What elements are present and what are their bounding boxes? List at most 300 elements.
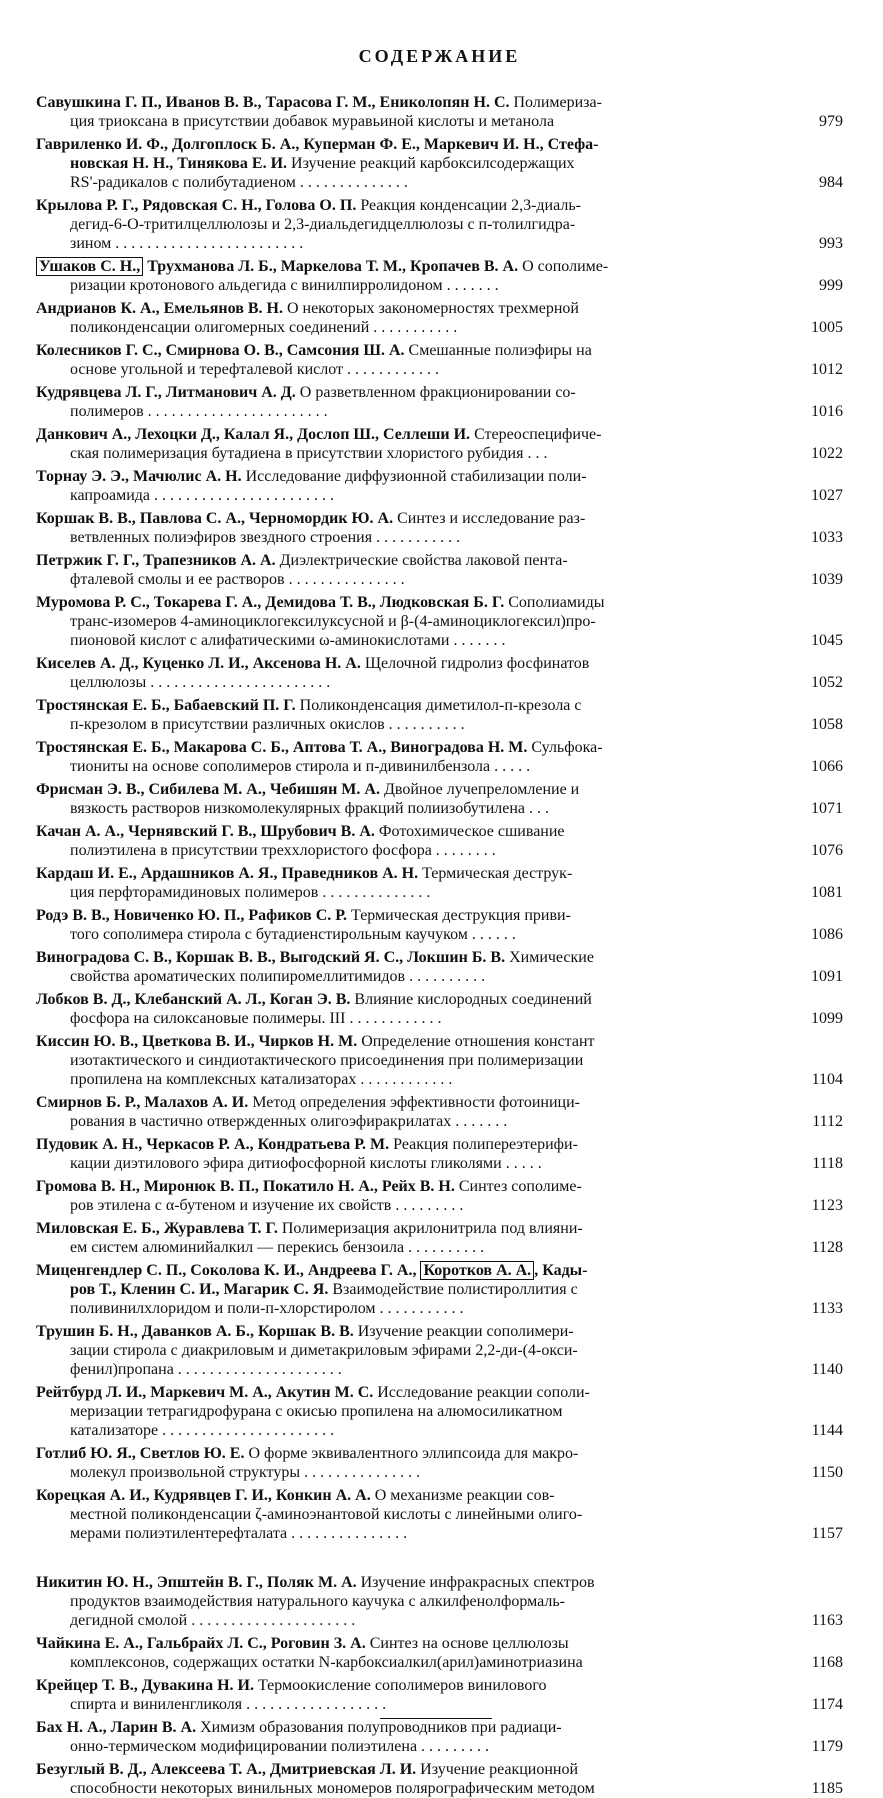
toc-authors: Колесников Г. С., Смирнова О. В., Самсония Ш. А. <box>36 342 405 359</box>
toc-title: катализаторе . . . . . . . . . . . . . . . . . . . . . . <box>70 1422 335 1439</box>
toc-line <box>36 1360 787 1379</box>
toc-title: Термическая деструкция приви- <box>347 907 571 924</box>
toc-title: Диэлектрические свойства лаковой пента- <box>275 552 568 569</box>
toc-line <box>36 215 787 234</box>
toc-authors: Тростянская Е. Б., Макарова С. Б., Аптова Т. А., Виноградова Н. М. <box>36 739 528 756</box>
toc-entry[interactable] <box>36 1177 843 1215</box>
toc-authors: Кардаш И. Е., Ардашников А. Я., Праведников А. Н. <box>36 865 419 882</box>
toc-line <box>36 822 787 841</box>
toc-line <box>36 696 787 715</box>
toc-title: Полимериза- <box>509 94 602 111</box>
toc-entry[interactable] <box>36 1032 843 1089</box>
toc-line <box>36 715 787 734</box>
toc-title: Синтез на основе целлюлозы <box>365 1635 569 1652</box>
toc-entry[interactable] <box>36 990 843 1028</box>
toc-line <box>36 1112 787 1131</box>
toc-line <box>36 112 787 131</box>
toc-title: Исследование диффузионной стабилизации поли- <box>241 468 587 485</box>
toc-title: дегид-6-О-тритилцеллюлозы и 2,3-диальдегидцеллюлозы с п-толилгидра- <box>70 216 576 233</box>
toc-title: ция триоксана в присутствии добавок муравьиной кислоты и метанола <box>70 113 555 130</box>
toc-page-number: 1005 <box>811 319 843 336</box>
toc-title: ризации кротонового альдегида с винилпирролидоном . . . . . . . <box>70 277 499 294</box>
toc-entry-text <box>36 654 787 692</box>
toc-entry-text <box>36 1760 787 1798</box>
toc-authors: Лобков В. Д., Клебанский А. Л., Коган Э. В. <box>36 991 351 1008</box>
toc-authors: Крейцер Т. В., Дувакина Н. И. <box>36 1677 254 1694</box>
toc-line <box>36 444 787 463</box>
toc-line <box>36 1463 787 1482</box>
toc-page-number: 1066 <box>811 758 843 775</box>
toc-line <box>36 1051 787 1070</box>
toc-line <box>36 1718 787 1737</box>
toc-page-number: 993 <box>819 235 843 252</box>
toc-title: свойства ароматических полипиромеллитимидов . . . . . . . . . . <box>70 968 486 985</box>
toc-title: ция перфторамидиновых полимеров . . . . . . . . . . . . . . <box>70 884 431 901</box>
toc-title: вязкость растворов низкомолекулярных фракций полиизобутилена . . . <box>70 800 550 817</box>
toc-entry[interactable] <box>36 257 843 295</box>
toc-entry-text <box>36 1634 787 1672</box>
toc-line <box>36 1653 787 1672</box>
toc-line <box>36 1177 787 1196</box>
toc-entry-text <box>36 341 787 379</box>
toc-title: Реакция конденсации 2,3-диаль- <box>356 197 581 214</box>
toc-entry[interactable] <box>36 509 843 547</box>
toc-authors: Виноградова С. В., Коршак В. В., Выгодский Я. С., Локшин Б. В. <box>36 949 506 966</box>
toc-page-number: 1099 <box>811 1010 843 1027</box>
toc-line <box>36 1573 787 1592</box>
toc-authors: Тростянская Е. Б., Бабаевский П. Г. <box>36 697 296 714</box>
toc-entry-text <box>36 299 787 337</box>
toc-authors: Родэ В. В., Новиченко Ю. П., Рафиков С. Р. <box>36 907 348 924</box>
toc-line <box>36 1524 787 1543</box>
toc-line <box>36 425 787 444</box>
toc-title: О механизме реакции сов- <box>370 1487 555 1504</box>
toc-line <box>36 1299 787 1318</box>
toc-authors: Миловская Е. Б., Журавлева Т. Г. <box>36 1220 278 1237</box>
toc-page-number: 1045 <box>811 632 843 649</box>
toc-entry-text <box>36 1486 787 1543</box>
toc-title: зином . . . . . . . . . . . . . . . . . . . . . . . . <box>70 235 304 252</box>
toc-authors: Корецкая А. И., Кудрявцев Г. И., Конкин А. А. <box>36 1487 371 1504</box>
toc-page-number: 1133 <box>811 1300 843 1317</box>
toc-entry[interactable] <box>36 551 843 589</box>
toc-entry-text <box>36 1718 787 1756</box>
toc-line <box>36 948 787 967</box>
toc-title: О разветвленном фракционировании со- <box>295 384 576 401</box>
toc-line <box>36 631 787 650</box>
toc-title: полиэтилена в присутствии треххлористого фосфора . . . . . . . . <box>70 842 496 859</box>
toc-title: Поликонденсация диметилол-п-крезола с <box>295 697 582 714</box>
boxed-author: Ушаков С. Н., <box>36 257 143 276</box>
toc-title: Химизм образования полупроводников при радиаци- <box>196 1719 562 1736</box>
toc-entry[interactable] <box>36 383 843 421</box>
toc-page-number: 1104 <box>811 1071 843 1088</box>
contents-list <box>36 93 843 1798</box>
toc-title: пионовой кислот с алифатическими ω-аминокислотами . . . . . . . <box>70 632 506 649</box>
toc-page-number: 1123 <box>811 1197 843 1214</box>
toc-entry[interactable] <box>36 1634 843 1672</box>
toc-authors: Муромова Р. С., Токарева Г. А., Демидова Т. В., Людковская Б. Г. <box>36 594 505 611</box>
toc-title: капроамида . . . . . . . . . . . . . . . . . . . . . . . <box>70 487 335 504</box>
toc-page-number: 1027 <box>811 487 843 504</box>
toc-entry[interactable] <box>36 948 843 986</box>
toc-title: Исследование реакции сополи- <box>373 1384 590 1401</box>
toc-line <box>36 402 787 421</box>
toc-page-number: 1157 <box>811 1525 843 1542</box>
toc-entry-text <box>36 990 787 1028</box>
toc-entry-text <box>36 948 787 986</box>
toc-page-number: 999 <box>819 277 843 294</box>
toc-title: фосфора на силоксановые полимеры. III . . . . . . . . . . . . <box>70 1010 442 1027</box>
toc-title: Сополиамиды <box>504 594 605 611</box>
toc-title: ем систем алюминийалкил — перекись бензоила . . . . . . . . . . <box>70 1239 485 1256</box>
toc-authors: Чайкина Е. А., Гальбрайх Л. С., Роговин З. А. <box>36 1635 366 1652</box>
toc-authors: Рейтбурд Л. И., Маркевич М. А., Акутин М. С. <box>36 1384 374 1401</box>
toc-title: поливинилхлоридом и поли-п-хлорстиролом . . . . . . . . . . . <box>70 1300 464 1317</box>
toc-title: комплексонов, содержащих остатки N-карбоксиалкил(арил)аминотриазина <box>70 1654 583 1671</box>
toc-title: пропилена на комплексных катализаторах . . . . . . . . . . . . <box>70 1071 453 1088</box>
toc-title: RS'-радикалов с полибутадиеном . . . . . . . . . . . . . . <box>70 174 408 191</box>
toc-title: Двойное лучепреломление и <box>379 781 580 798</box>
toc-line <box>36 1341 787 1360</box>
toc-line <box>36 257 787 276</box>
section-gap <box>36 1547 843 1573</box>
toc-line <box>36 967 787 986</box>
toc-title: изотактического и синдиотактического присоединения при полимеризации <box>70 1052 584 1069</box>
toc-title: фенил)пропана . . . . . . . . . . . . . . . . . . . . . <box>70 1361 342 1378</box>
toc-entry[interactable] <box>36 1093 843 1131</box>
toc-page-number: 1112 <box>812 1113 843 1130</box>
toc-line <box>36 486 787 505</box>
toc-authors: Трушин Б. Н., Даванков А. Б., Коршак В. В. <box>36 1323 354 1340</box>
toc-entry-text <box>36 593 787 650</box>
toc-entry[interactable] <box>36 425 843 463</box>
boxed-author: Коротков А. А. <box>420 1261 534 1280</box>
toc-entry[interactable] <box>36 1573 843 1630</box>
toc-page-number: 1081 <box>811 884 843 901</box>
contents-heading: СОДЕРЖАНИЕ <box>358 46 521 66</box>
toc-authors: ров Т., Кленин С. И., Магарик С. Я. <box>70 1281 329 1298</box>
toc-page-number: 984 <box>819 174 843 191</box>
toc-entry-text <box>36 1444 787 1482</box>
toc-line <box>36 1737 787 1756</box>
toc-title: Изучение реакций карбоксилсодержащих <box>287 155 575 172</box>
toc-authors: Качан А. А., Чернявский Г. В., Шрубович В. А. <box>36 823 375 840</box>
toc-line <box>36 1695 787 1714</box>
toc-line <box>36 1009 787 1028</box>
toc-page-number: 1150 <box>811 1464 843 1481</box>
toc-page-number: 979 <box>819 113 843 130</box>
toc-entry[interactable] <box>36 1444 843 1482</box>
toc-authors: Данкович А., Лехоцки Д., Калал Я., Дослоп Ш., Селлеши И. <box>36 426 471 443</box>
toc-title: ветвленных полиэфиров звездного строения . . . . . . . . . . . <box>70 529 461 546</box>
toc-line <box>36 196 787 215</box>
toc-line <box>36 1760 787 1779</box>
toc-page-number: 1076 <box>811 842 843 859</box>
toc-entry[interactable] <box>36 135 843 192</box>
toc-authors: Киселев А. Д., Куценко Л. И., Аксенова Н. А. <box>36 655 361 672</box>
toc-page-number: 1039 <box>811 571 843 588</box>
toc-entry-text <box>36 1676 787 1714</box>
toc-line <box>36 673 787 692</box>
toc-page-number: 1128 <box>811 1239 843 1256</box>
toc-entry[interactable] <box>36 906 843 944</box>
toc-title: меризации тетрагидрофурана с окисью пропилена на алюмосиликатном <box>70 1403 563 1420</box>
toc-authors: Громова В. Н., Миронюк В. П., Покатило Н. А., Рейх В. Н. <box>36 1178 455 1195</box>
toc-title: Сульфока- <box>527 739 603 756</box>
toc-entry[interactable] <box>36 1322 843 1379</box>
toc-title: полимеров . . . . . . . . . . . . . . . . . . . . . . . <box>70 403 328 420</box>
toc-line <box>36 1444 787 1463</box>
toc-entry-text <box>36 135 787 192</box>
toc-authors: Петржик Г. Г., Трапезников А. А. <box>36 552 276 569</box>
toc-title: дегидной смолой . . . . . . . . . . . . . . . . . . . . . <box>70 1612 356 1629</box>
toc-entry[interactable] <box>36 1383 843 1440</box>
toc-entry[interactable] <box>36 93 843 131</box>
toc-page-number: 1052 <box>811 674 843 691</box>
toc-title: способности некоторых винильных мономеров полярографическим методом <box>70 1780 595 1797</box>
toc-entry[interactable] <box>36 1261 843 1318</box>
toc-entry[interactable] <box>36 780 843 818</box>
toc-entry-text <box>36 1135 787 1173</box>
toc-authors: Киссин Ю. В., Цветкова В. И., Чирков Н. М. <box>36 1033 358 1050</box>
toc-title: Щелочной гидролиз фосфинатов <box>360 655 590 672</box>
toc-title: фталевой смолы и ее растворов . . . . . . . . . . . . . . . <box>70 571 405 588</box>
toc-title: основе угольной и терефталевой кислот . . . . . . . . . . . . <box>70 361 440 378</box>
toc-line <box>36 173 787 192</box>
toc-page-number: 1168 <box>811 1654 843 1671</box>
toc-authors: Фрисман Э. В., Сибилева М. А., Чебишян М. А. <box>36 781 380 798</box>
toc-authors: , Кады- <box>534 1262 588 1279</box>
toc-title: того сополимера стирола с бутадиенстирольным каучуком . . . . . . <box>70 926 516 943</box>
toc-entry-text <box>36 1177 787 1215</box>
toc-title: Определение отношения констант <box>357 1033 595 1050</box>
toc-entry[interactable] <box>36 1760 843 1798</box>
toc-page-number: 1144 <box>811 1422 843 1439</box>
toc-entry-text <box>36 1573 787 1630</box>
toc-line <box>36 906 787 925</box>
toc-authors: Андрианов К. А., Емельянов В. Н. <box>36 300 283 317</box>
toc-title: ская полимеризация бутадиена в присутствии хлористого рубидия . . . <box>70 445 548 462</box>
toc-title: О сополиме- <box>518 258 609 275</box>
toc-entry[interactable] <box>36 864 843 902</box>
toc-line <box>36 1592 787 1611</box>
toc-line <box>36 757 787 776</box>
toc-authors: Готлиб Ю. Я., Светлов Ю. Е. <box>36 1445 245 1462</box>
toc-line <box>36 1196 787 1215</box>
toc-entry-text <box>36 780 787 818</box>
toc-line <box>36 135 787 154</box>
toc-authors: Кудрявцева Л. Г., Литманович А. Д. <box>36 384 296 401</box>
toc-line <box>36 612 787 631</box>
toc-authors: Пудовик А. Н., Черкасов Р. А., Кондратьева Р. М. <box>36 1136 390 1153</box>
toc-line <box>36 883 787 902</box>
toc-line <box>36 1486 787 1505</box>
toc-entry-text <box>36 93 787 131</box>
toc-line <box>36 780 787 799</box>
toc-title: онно-термическом модифицировании полиэтилена . . . . . . . . . <box>70 1738 490 1755</box>
toc-line <box>36 1135 787 1154</box>
toc-title: спирта и виниленгликоля . . . . . . . . . . . . . . . . . . <box>70 1696 387 1713</box>
toc-authors: Крылова Р. Г., Рядовская С. Н., Голова О. П. <box>36 197 357 214</box>
toc-line <box>36 1070 787 1089</box>
toc-entry-text <box>36 551 787 589</box>
toc-authors: Никитин Ю. Н., Эпштейн В. Г., Поляк М. А. <box>36 1574 357 1591</box>
toc-entry-text <box>36 383 787 421</box>
toc-title: п-крезолом в присутствии различных окислов . . . . . . . . . . <box>70 716 465 733</box>
toc-line <box>36 1032 787 1051</box>
toc-line <box>36 1219 787 1238</box>
toc-page-number: 1071 <box>811 800 843 817</box>
toc-entry[interactable] <box>36 738 843 776</box>
toc-entry[interactable] <box>36 696 843 734</box>
toc-line <box>36 1238 787 1257</box>
toc-entry[interactable] <box>36 1135 843 1173</box>
toc-line <box>36 528 787 547</box>
toc-page-number: 1163 <box>811 1612 843 1629</box>
toc-line <box>36 1261 787 1280</box>
toc-entry-text <box>36 425 787 463</box>
toc-title: Изучение реакции сополимери- <box>353 1323 574 1340</box>
toc-entry-text <box>36 1219 787 1257</box>
toc-line <box>36 799 787 818</box>
toc-line <box>36 864 787 883</box>
toc-entry-text <box>36 864 787 902</box>
toc-authors: Савушкина Г. П., Иванов В. В., Тарасова Г. М., Ениколопян Н. С. <box>36 94 510 111</box>
toc-line <box>36 299 787 318</box>
toc-entry[interactable] <box>36 822 843 860</box>
toc-line <box>36 925 787 944</box>
toc-line <box>36 93 787 112</box>
toc-page-number: 1058 <box>811 716 843 733</box>
toc-title: Химические <box>505 949 594 966</box>
toc-authors: Коршак В. В., Павлова С. А., Черномордик Ю. А. <box>36 510 394 527</box>
toc-authors: новская Н. Н., Тинякова Е. И. <box>70 155 288 172</box>
toc-line <box>36 654 787 673</box>
toc-line <box>36 570 787 589</box>
toc-line <box>36 509 787 528</box>
toc-title: Синтез сополиме- <box>454 1178 582 1195</box>
toc-line <box>36 1421 787 1440</box>
toc-line <box>36 738 787 757</box>
toc-title: Реакция полипереэтерифи- <box>389 1136 578 1153</box>
toc-page-number: 1185 <box>811 1780 843 1797</box>
toc-title: Фотохимическое сшивание <box>374 823 565 840</box>
toc-title: рования в частично отвержденных олигоэфиракрилатах . . . . . . . <box>70 1113 508 1130</box>
toc-line <box>36 318 787 337</box>
toc-line <box>36 841 787 860</box>
toc-authors: Безуглый В. Д., Алексеева Т. А., Дмитриевская Л. И. <box>36 1761 417 1778</box>
toc-line <box>36 1280 787 1299</box>
toc-page-number: 1174 <box>811 1696 843 1713</box>
toc-entry-text <box>36 1261 787 1318</box>
toc-line <box>36 360 787 379</box>
toc-title: транс-изомеров 4-аминоциклогексилуксусной и β-(4-аминоциклогексил)про- <box>70 613 596 630</box>
toc-title: О форме эквивалентного эллипсоида для макро- <box>244 1445 579 1462</box>
toc-line <box>36 1322 787 1341</box>
toc-line <box>36 1154 787 1173</box>
toc-title: кации диэтилового эфира дитиофосфорной кислоты гликолями . . . . . <box>70 1155 542 1172</box>
toc-entry[interactable] <box>36 341 843 379</box>
toc-entry[interactable] <box>36 1219 843 1257</box>
toc-line <box>36 383 787 402</box>
toc-title: Взаимодействие полистироллития с <box>328 1281 578 1298</box>
toc-title: Смешанные полиэфиры на <box>404 342 592 359</box>
toc-entry[interactable] <box>36 1486 843 1543</box>
toc-page-number: 1091 <box>811 968 843 985</box>
toc-entry-text <box>36 196 787 253</box>
toc-title: поликонденсации олигомерных соединений . . . . . . . . . . . <box>70 319 458 336</box>
toc-title: тиониты на основе сополимеров стирола и п-дивинилбензола . . . . . <box>70 758 531 775</box>
toc-page-number: 1016 <box>811 403 843 420</box>
toc-line <box>36 341 787 360</box>
toc-entry-text <box>36 906 787 944</box>
toc-entry[interactable] <box>36 1718 843 1756</box>
toc-line <box>36 1779 787 1798</box>
toc-line <box>36 1505 787 1524</box>
toc-title: Полимеризация акрилонитрила под влияни- <box>277 1220 583 1237</box>
toc-entry-text <box>36 1093 787 1131</box>
toc-authors: Торнау Э. Э., Мачюлис А. Н. <box>36 468 242 485</box>
toc-line <box>36 234 787 253</box>
end-rule <box>380 1718 492 1719</box>
toc-entry-text <box>36 822 787 860</box>
toc-entry[interactable] <box>36 593 843 650</box>
toc-authors: Трухманова Л. Б., Маркелова Т. М., Кропачев В. А. <box>143 258 519 275</box>
toc-title: Термоокисление сополимеров винилового <box>253 1677 547 1694</box>
toc-title: мерами полиэтилентерефталата . . . . . . . . . . . . . . . <box>70 1525 408 1542</box>
toc-entry[interactable] <box>36 654 843 692</box>
toc-line <box>36 467 787 486</box>
toc-title: местной поликонденсации ζ-аминоэнантовой кислоты с линейными олиго- <box>70 1506 583 1523</box>
toc-entry[interactable] <box>36 196 843 253</box>
toc-page-number: 1140 <box>811 1361 843 1378</box>
toc-line <box>36 1402 787 1421</box>
toc-line <box>36 276 787 295</box>
toc-page-number: 1012 <box>811 361 843 378</box>
toc-line <box>36 1634 787 1653</box>
toc-authors: Бах Н. А., Ларин В. А. <box>36 1719 197 1736</box>
toc-title: Изучение реакционной <box>416 1761 579 1778</box>
toc-entry-text <box>36 1322 787 1379</box>
toc-page-number: 1118 <box>812 1155 843 1172</box>
toc-page-number: 1179 <box>811 1738 843 1755</box>
toc-line <box>36 154 787 173</box>
toc-line <box>36 1611 787 1630</box>
toc-title: ров этилена с α-бутеном и изучение их свойств . . . . . . . . . <box>70 1197 464 1214</box>
toc-authors: Миценгендлер С. П., Соколова К. И., Андреева Г. А., <box>36 1262 417 1279</box>
toc-line <box>36 990 787 1009</box>
toc-title: зации стирола с диакриловым и диметакриловым эфирами 2,2-ди-(4-окси- <box>70 1342 578 1359</box>
toc-title: целлюлозы . . . . . . . . . . . . . . . . . . . . . . . <box>70 674 331 691</box>
toc-entry[interactable] <box>36 299 843 337</box>
toc-entry-text <box>36 467 787 505</box>
toc-entry-text <box>36 1383 787 1440</box>
toc-page-number: 1022 <box>811 445 843 462</box>
toc-authors: Гавриленко И. Ф., Долгоплоск Б. А., Куперман Ф. Е., Маркевич И. Н., Стефа- <box>36 136 599 153</box>
toc-entry-text <box>36 509 787 547</box>
toc-title: молекул произвольной структуры . . . . . . . . . . . . . . . <box>70 1464 421 1481</box>
toc-entry-text <box>36 696 787 734</box>
toc-page-number: 1086 <box>811 926 843 943</box>
toc-title: Метод определения эффективности фотоиници- <box>248 1094 580 1111</box>
toc-line <box>36 551 787 570</box>
toc-entry[interactable] <box>36 1676 843 1714</box>
toc-line <box>36 1093 787 1112</box>
toc-entry-text <box>36 1032 787 1089</box>
toc-entry[interactable] <box>36 467 843 505</box>
toc-entry-text <box>36 738 787 776</box>
